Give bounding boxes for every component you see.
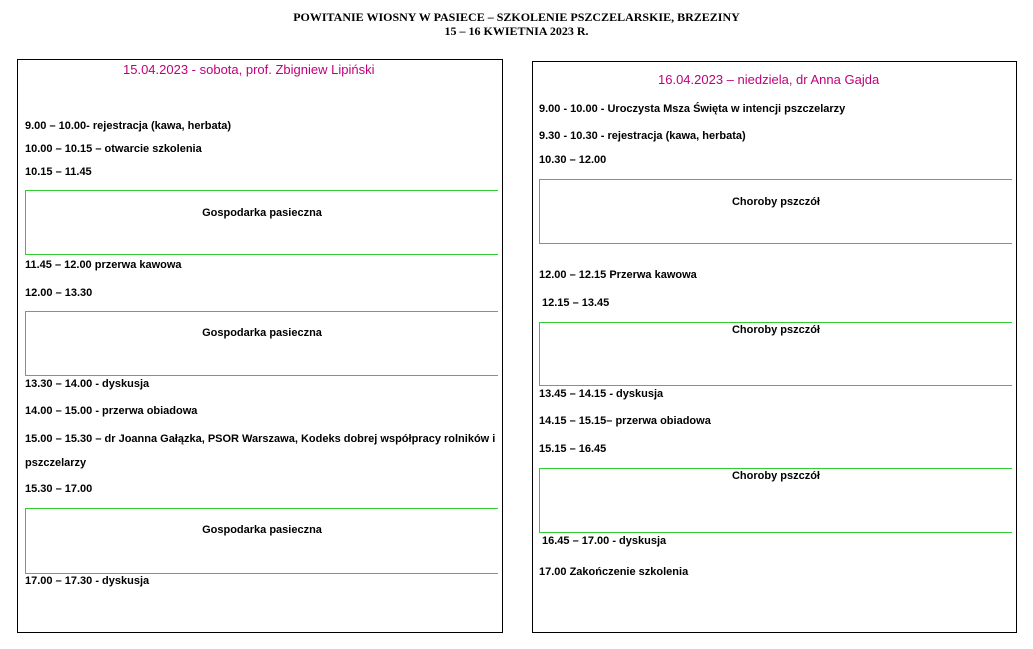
day1-item: 14.00 – 15.00 - przerwa obiadowa xyxy=(25,405,198,417)
session-box xyxy=(539,322,1012,386)
session-box xyxy=(539,468,1012,533)
day2-item: 9.00 - 10.00 - Uroczysta Msza Święta w intencji pszczelarzy xyxy=(539,103,846,115)
day2-item: 10.30 – 12.00 xyxy=(539,154,607,166)
day1-panel xyxy=(17,59,503,633)
day1-item: 15.30 – 17.00 xyxy=(25,483,93,495)
day1-item: 12.00 – 13.30 xyxy=(25,287,93,299)
day1-item: 17.00 – 17.30 - dyskusja xyxy=(25,575,150,587)
day2-item: 12.15 – 13.45 xyxy=(542,297,610,309)
day2-item: 15.15 – 16.45 xyxy=(539,443,607,455)
day1-item: 9.00 – 10.00- rejestracja (kawa, herbata) xyxy=(25,120,232,132)
day2-item: 12.00 – 12.15 Przerwa kawowa xyxy=(539,269,697,281)
header-dates: 15 – 16 KWIETNIA 2023 R. xyxy=(444,24,589,38)
day1-item: 15.00 – 15.30 – dr Joanna Gałązka, PSOR Warszawa, Kodeks dobrej współpracy rolników i xyxy=(25,433,496,445)
day2-item: 13.45 – 14.15 - dyskusja xyxy=(539,388,664,400)
day2-item: 17.00 Zakończenie szkolenia xyxy=(539,566,689,578)
session-label: Gospodarka pasieczna xyxy=(202,327,322,339)
session-box xyxy=(25,190,498,255)
header-title: POWITANIE WIOSNY W PASIECE – SZKOLENIE PSZCZELARSKIE, BRZEZINY xyxy=(293,10,740,24)
day1-item: 10.00 – 10.15 – otwarcie szkolenia xyxy=(25,143,202,155)
session-box xyxy=(25,508,498,574)
day2-title: 16.04.2023 – niedziela, dr Anna Gajda xyxy=(658,72,880,87)
day2-panel xyxy=(532,61,1017,633)
day1-item: 11.45 – 12.00 przerwa kawowa xyxy=(25,259,182,271)
day1-title: 15.04.2023 - sobota, prof. Zbigniew Lipiński xyxy=(123,62,375,77)
page-header xyxy=(0,10,1033,38)
day2-item: 9.30 - 10.30 - rejestracja (kawa, herbata) xyxy=(539,130,746,142)
day2-item: 14.15 – 15.15– przerwa obiadowa xyxy=(539,415,711,427)
day2-item: 16.45 – 17.00 - dyskusja xyxy=(542,535,667,547)
day1-item: 13.30 – 14.00 - dyskusja xyxy=(25,378,150,390)
session-label: Choroby pszczół xyxy=(731,470,820,482)
session-box xyxy=(25,311,498,376)
day1-item: 10.15 – 11.45 xyxy=(25,166,92,178)
session-label: Choroby pszczół xyxy=(731,196,820,208)
session-label: Gospodarka pasieczna xyxy=(202,524,322,536)
day1-item: pszczelarzy xyxy=(25,457,87,469)
session-label: Gospodarka pasieczna xyxy=(202,207,322,219)
session-label: Choroby pszczół xyxy=(731,324,820,336)
session-box xyxy=(539,179,1012,244)
